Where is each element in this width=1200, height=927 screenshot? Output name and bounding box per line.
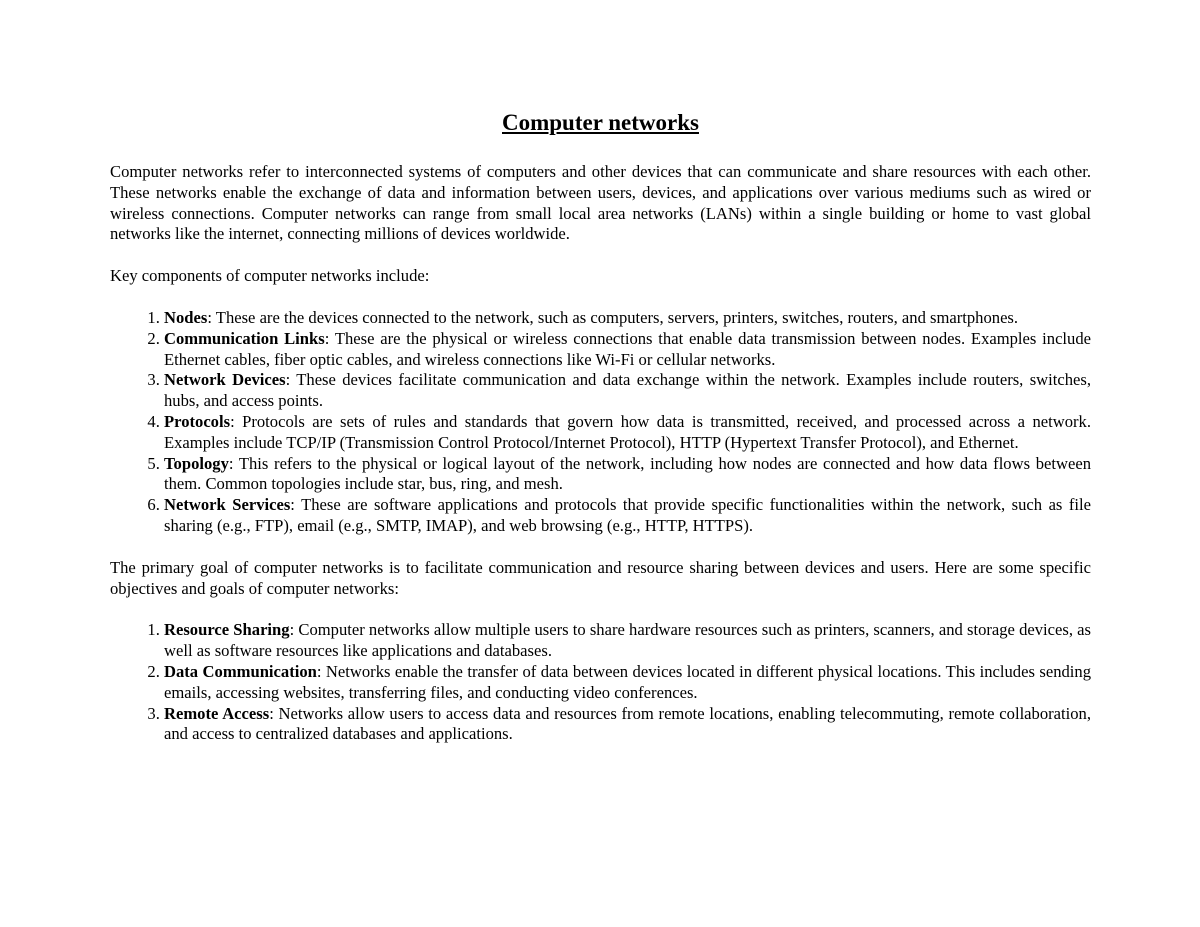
list-item-term: Nodes — [164, 307, 208, 327]
list-item-text: : These are software applications and protocols that provide specific functionalities within the network, such as file sharing (e.g., FTP), email (e.g., SMTP, IMAP), and web browsing (e.g., HTTP, HTTPS). — [164, 495, 1091, 535]
list-item-term: Topology — [164, 453, 229, 473]
list-item-text: : Networks enable the transfer of data between devices located in different physical locations. This includes sending emails, accessing websites, transferring files, and conducting video conferences. — [164, 661, 1091, 702]
list-item — [164, 662, 1091, 704]
components-heading: Key components of computer networks include: — [110, 266, 430, 286]
list-item-term: Remote Access — [164, 703, 270, 723]
list-item-text: : This refers to the physical or logical layout of the network, including how nodes are connected and how data flows between them. Common topologies include star, bus, ring, and mesh. — [164, 453, 1091, 494]
list-item-term: Data Communication — [164, 661, 317, 681]
list-item-term: Resource Sharing — [164, 620, 290, 640]
list-item-text: : These are the devices connected to the network, such as computers, servers, printers, switches, routers, and smartphones. — [207, 307, 1019, 327]
list-item — [164, 704, 1091, 746]
list-item-term: Protocols — [164, 411, 231, 431]
goals-intro-paragraph: The primary goal of computer networks is to facilitate communication and resource sharing between devices and users. Here are some specific objectives and goals of computer networks: — [110, 557, 1091, 598]
list-item-text: : These devices facilitate communication and data exchange within the network. Examples include routers, switches, hubs, and access points. — [164, 370, 1092, 411]
intro-paragraph: Computer networks refer to interconnected systems of computers and other devices that can communicate and share resources with each other. These networks enable the exchange of data and information between users, devices, and applications over various mediums such as wired or wireless connections. Computer networks can range from small local area networks (LANs) within a single building or home to vast global networks like the internet, connecting millions of devices worldwide. — [110, 162, 1091, 244]
list-item — [164, 370, 1091, 412]
components-list — [110, 308, 1091, 537]
list-item-term: Communication Links — [164, 328, 325, 348]
list-item — [164, 308, 1091, 329]
list-item-text: : Protocols are sets of rules and standards that govern how data is transmitted, received, and processed across a network. Examples include TCP/IP (Transmission Control Protocol/Internet Protocol), HTTP (Hypertext Transfer Protocol), and Ethernet. — [164, 411, 1091, 452]
document-title: Computer networks — [502, 110, 699, 135]
list-item — [164, 329, 1091, 371]
list-item-term: Network Services — [164, 495, 291, 515]
list-item — [164, 454, 1091, 496]
list-item-text: : These are the physical or wireless connections that enable data transmission between nodes. Examples include Ethernet cables, fiber optic cables, and wireless connections like Wi-Fi or cellular networks. — [164, 328, 1092, 369]
list-item-text: : Networks allow users to access data and resources from remote locations, enabling telecommuting, remote collaboration, and access to centralized databases and applications. — [164, 703, 1091, 744]
goals-list — [110, 620, 1091, 745]
list-item — [164, 620, 1091, 662]
list-item-text: : Computer networks allow multiple users to share hardware resources such as printers, scanners, and storage devices, as well as software resources like applications and databases. — [164, 620, 1092, 661]
list-item-term: Network Devices — [164, 370, 286, 390]
list-item — [164, 412, 1091, 454]
document-page — [110, 108, 1091, 745]
list-item — [164, 495, 1091, 537]
